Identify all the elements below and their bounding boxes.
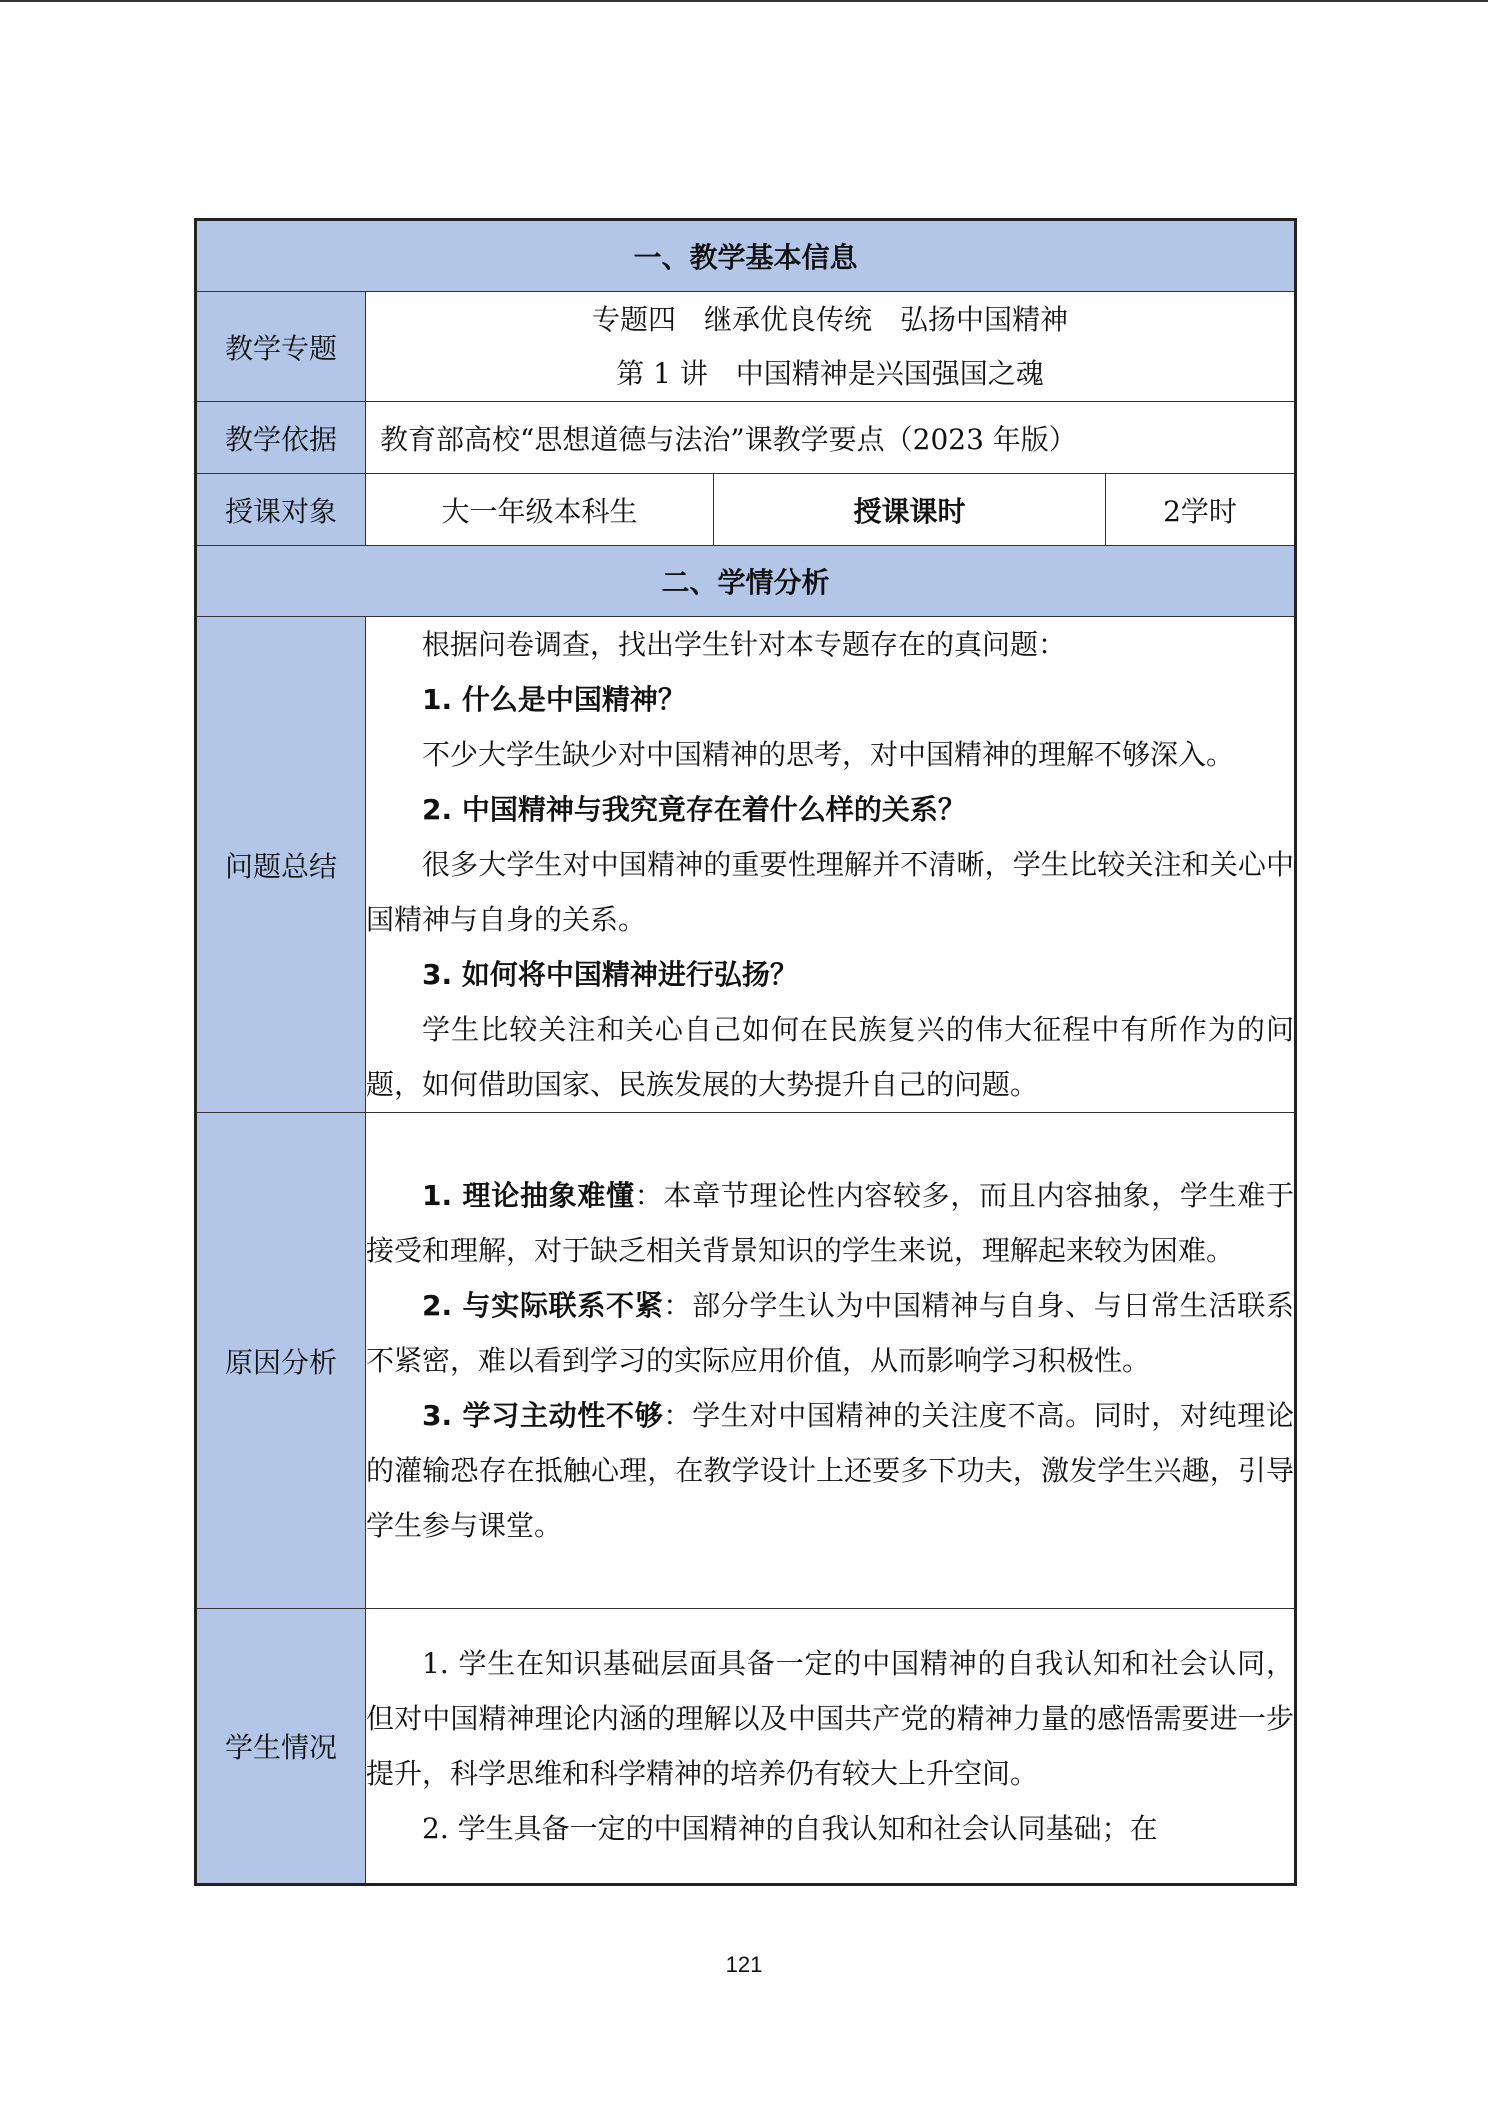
topic-label: 教学专题: [196, 292, 366, 402]
problem-question-2: 2. 中国精神与我究竟存在着什么样的关系？: [422, 793, 966, 826]
problem-content: [366, 617, 1296, 1113]
topic-value: [366, 292, 1296, 402]
student-label: 学生情况: [196, 1609, 366, 1885]
student-item-2: 2. 学生具备一定的中国精神的自我认知和社会认同基础；在: [422, 1812, 1158, 1845]
topic-line1: 专题四 继承优良传统 弘扬中国精神: [592, 302, 1069, 336]
top-border-line: [0, 0, 1488, 2]
cause-item-2: [366, 1278, 1294, 1388]
cause-2-text: ：部分学生认为中国精神与自身、与日常生活联系不紧密，难以看到学习的实际应用价值，从而影响学习积极性。: [366, 1289, 1294, 1377]
cause-content: [366, 1113, 1296, 1609]
teaching-info-table: [194, 218, 1297, 1886]
problem-intro: 根据问卷调查，找出学生针对本专题存在的真问题：: [422, 628, 1067, 661]
problem-answer-1: 不少大学生缺少对中国精神的思考，对中国精神的理解不够深入。: [422, 738, 1235, 771]
hours-value: 2学时: [1106, 474, 1296, 546]
cause-1-heading: 1. 理论抽象难懂: [422, 1179, 635, 1212]
student-item-1: 1. 学生在知识基础层面具备一定的中国精神的自我认知和社会认同，但对中国精神理论内涵的理解以及中国共产党的精神力量的感悟需要进一步提升，科学思维和科学精神的培养仍有较大上升空间。: [366, 1647, 1295, 1790]
cause-3-text: ：学生对中国精神的关注度不高。同时，对纯理论的灌输恐存在抵触心理，在教学设计上还要多下功夫，激发学生兴趣，引导学生参与课堂。: [366, 1399, 1295, 1542]
problem-question-3: 3. 如何将中国精神进行弘扬？: [422, 958, 798, 991]
cause-1-text: ：本章节理论性内容较多，而且内容抽象，学生难于接受和理解，对于缺乏相关背景知识的学生来说，理解起来较为困难。: [366, 1179, 1295, 1267]
cause-item-1: [366, 1168, 1294, 1278]
section2-title: 二、学情分析: [196, 546, 1296, 617]
basis-value: 教育部高校“思想道德与法治”课教学要点（2023 年版）: [366, 402, 1296, 474]
student-content: [366, 1609, 1296, 1885]
cause-2-heading: 2. 与实际联系不紧: [422, 1289, 664, 1322]
audience-label: 授课对象: [196, 474, 366, 546]
problem-answer-2: 很多大学生对中国精神的重要性理解并不清晰，学生比较关注和关心中国精神与自身的关系。: [366, 848, 1295, 936]
cause-item-3: [366, 1388, 1294, 1553]
problem-label: 问题总结: [196, 617, 366, 1113]
cause-label: 原因分析: [196, 1113, 366, 1609]
audience-value: 大一年级本科生: [366, 474, 714, 546]
section1-title: 一、教学基本信息: [196, 220, 1296, 292]
page-number: 121: [725, 1952, 763, 1977]
problem-answer-3: 学生比较关注和关心自己如何在民族复兴的伟大征程中有所作为的问题，如何借助国家、民族发展的大势提升自己的问题。: [366, 1013, 1295, 1101]
basis-label: 教学依据: [196, 402, 366, 474]
cause-3-heading: 3. 学习主动性不够: [422, 1399, 664, 1432]
hours-label: 授课课时: [714, 474, 1106, 546]
topic-line2: 第 1 讲 中国精神是兴国强国之魂: [616, 356, 1044, 390]
problem-question-1: 1. 什么是中国精神？: [422, 683, 686, 716]
